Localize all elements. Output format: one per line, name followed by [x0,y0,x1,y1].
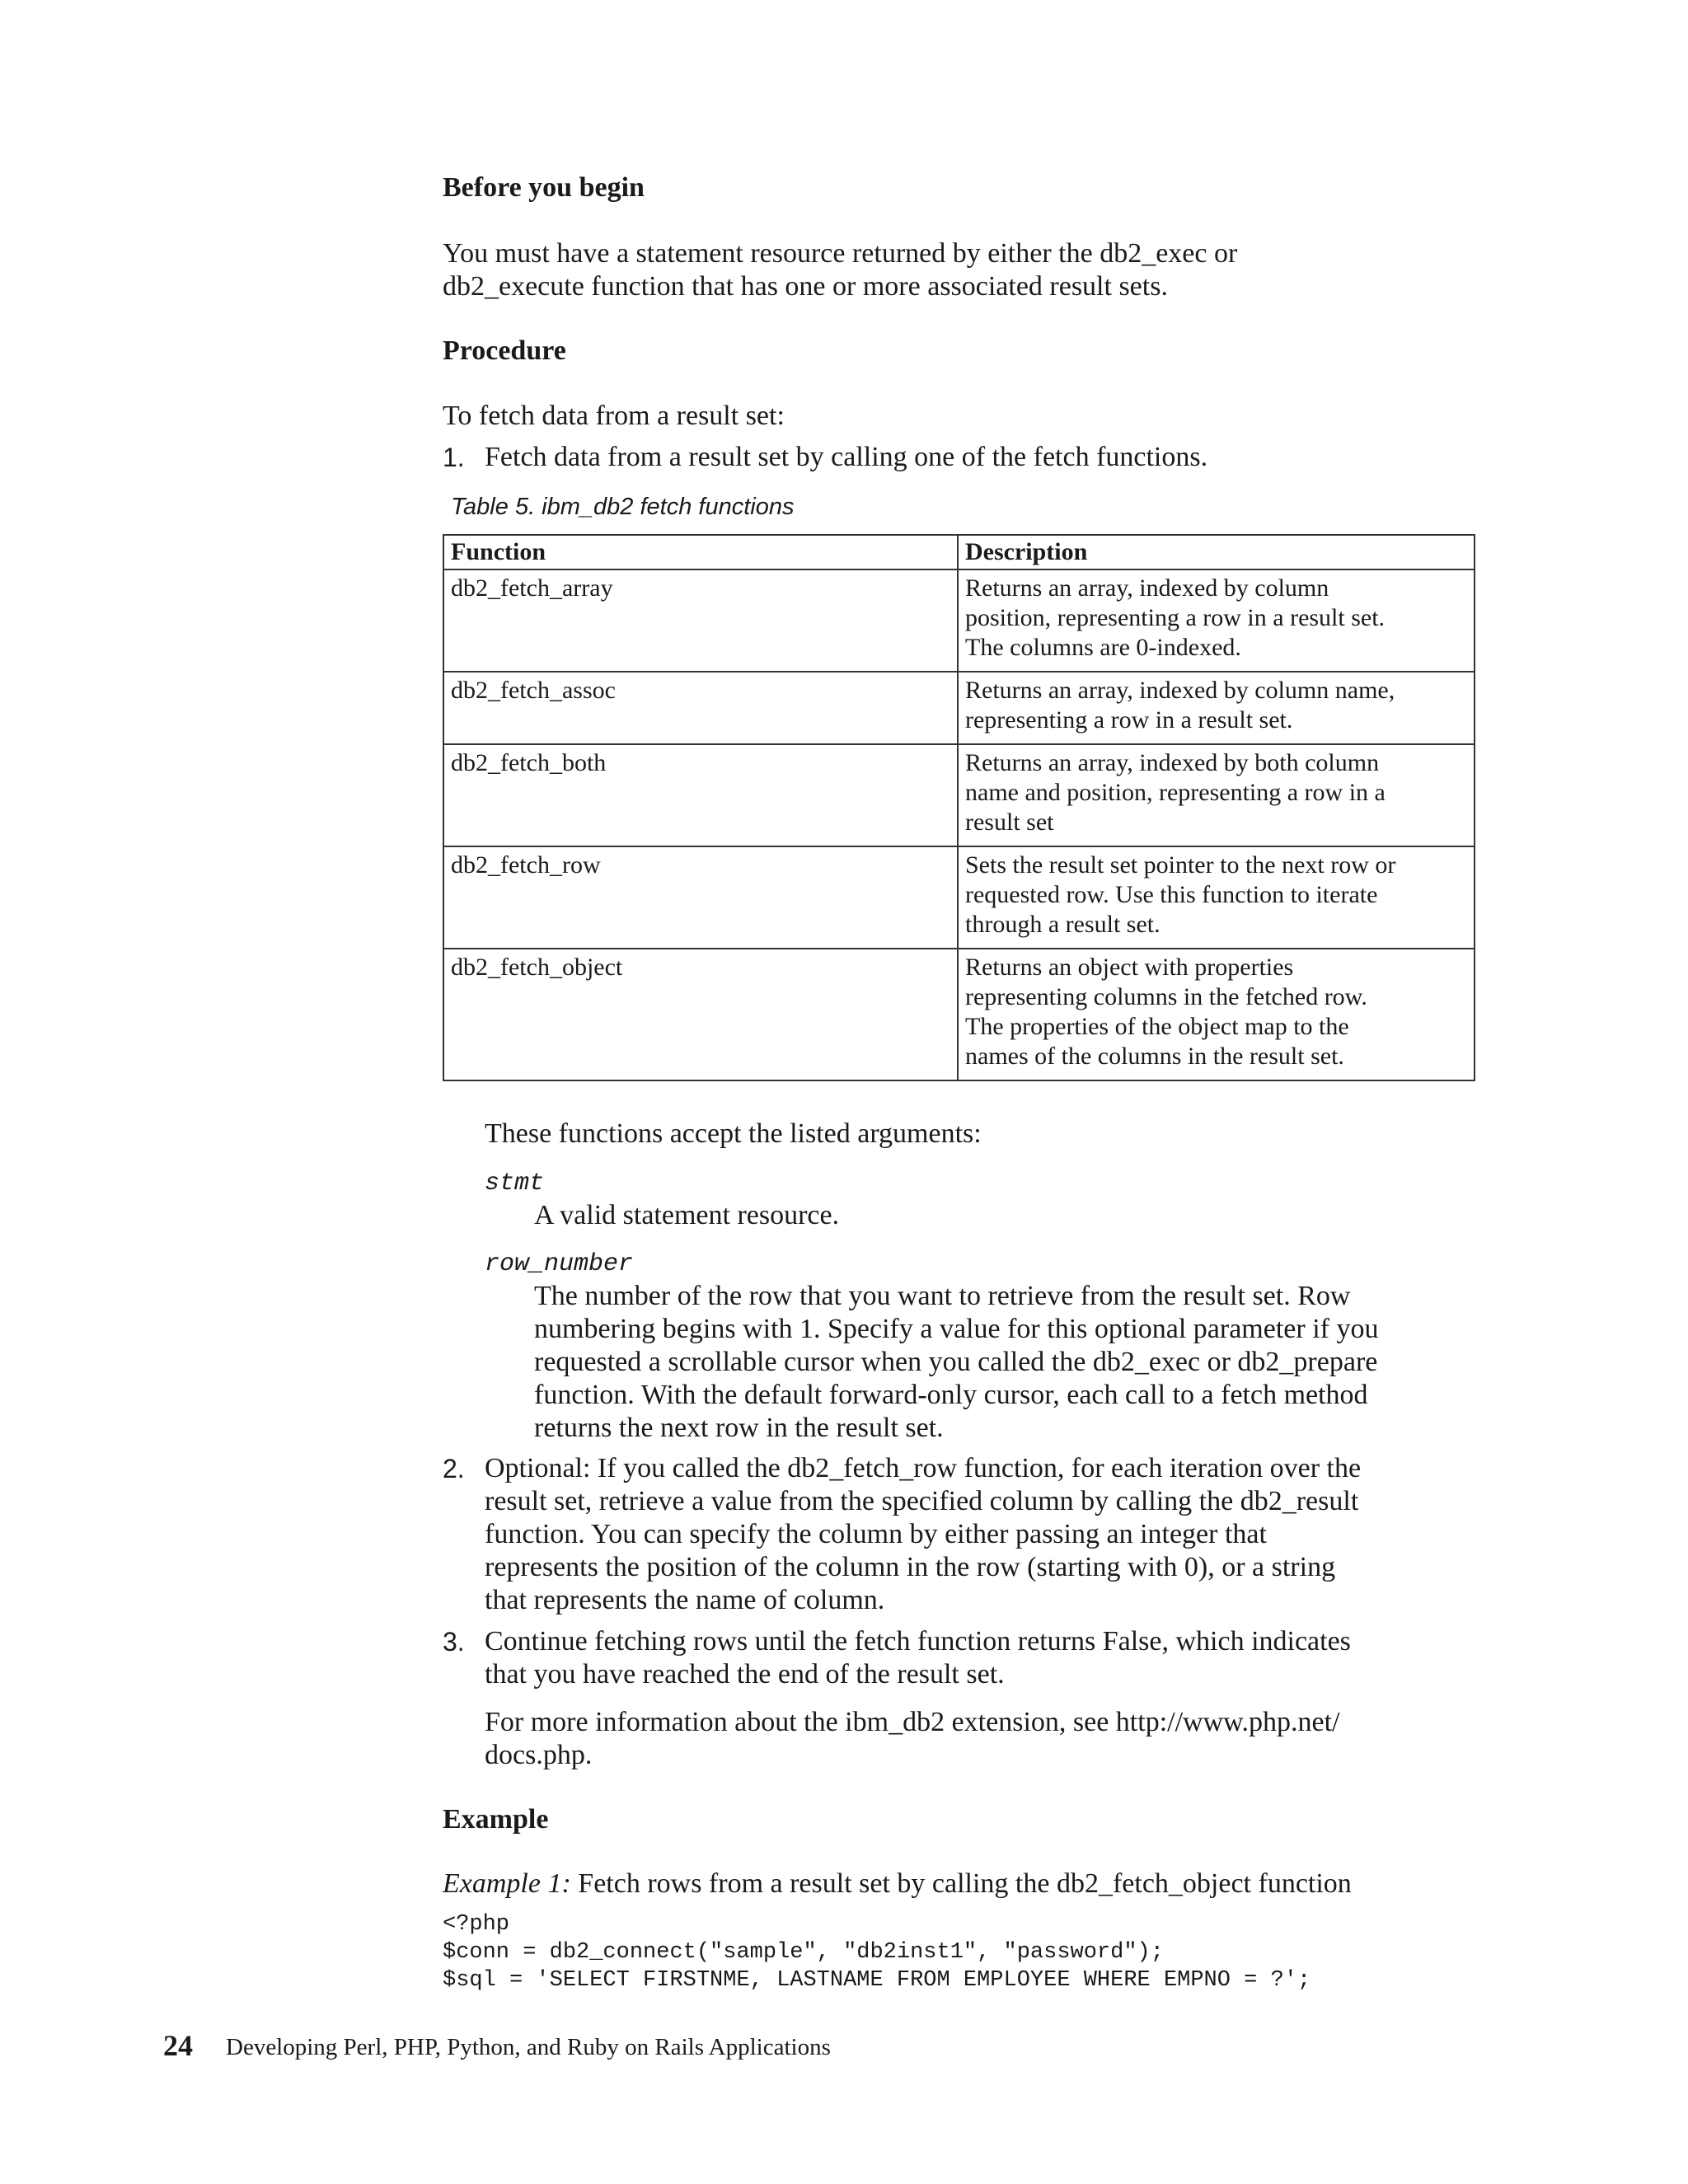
description-line: names of the columns in the result set. [965,1043,1344,1070]
arg-def-row-number-line: requested a scrollable cursor when you called the db2_exec or db2_prepare [534,1347,1378,1377]
table-header-function: Function [443,535,958,569]
table-row [443,949,1475,1080]
more-info-line: docs.php. [485,1740,593,1770]
description-line: Returns an array, indexed by both column [965,749,1380,776]
description-line: representing a row in a result set. [965,706,1293,733]
table-cell-description [958,672,1475,744]
step-1-number: 1. [443,443,465,472]
page-number: 24 [163,2029,193,2062]
table-cell-description [958,949,1475,1080]
example-heading: Example [443,1804,549,1835]
example-label: Example 1: [443,1868,571,1899]
before-you-begin-line-2: db2_execute function that has one or more associated result sets. [443,271,1168,302]
table-cell-function: db2_fetch_both [443,744,958,846]
before-you-begin-heading: Before you begin [443,172,645,203]
example-description: Fetch rows from a result set by calling the db2_fetch_object function [570,1868,1352,1899]
table-header-description: Description [958,535,1475,569]
example-caption [443,1868,1352,1900]
description-line: The properties of the object map to the [965,1013,1349,1040]
fetch-functions-table [443,534,1475,1081]
description-line: requested row. Use this function to iterate [965,881,1378,908]
code-line: $conn = db2_connect("sample", "db2inst1", "password"); [443,1940,1164,1965]
arguments-intro: These functions accept the listed arguments: [485,1118,982,1149]
step-2-number: 2. [443,1454,465,1483]
table-cell-function: db2_fetch_array [443,569,958,672]
step-2-line: result set, retrieve a value from the specified column by calling the db2_result [485,1486,1359,1516]
table-cell-function: db2_fetch_assoc [443,672,958,744]
table-caption: Table 5. ibm_db2 fetch functions [451,494,795,520]
table-row [443,744,1475,846]
description-line: The columns are 0-indexed. [965,634,1241,661]
description-line: Returns an array, indexed by column name, [965,677,1395,704]
step-3-line: that you have reached the end of the result set. [485,1659,1005,1690]
book-title: Developing Perl, PHP, Python, and Ruby on Rails Applications [226,2034,831,2060]
description-line: Returns an object with properties [965,954,1294,981]
description-line: through a result set. [965,911,1160,938]
arg-term-stmt: stmt [485,1169,545,1197]
step-3-number: 3. [443,1627,465,1657]
description-line: representing columns in the fetched row. [965,983,1367,1010]
more-info-line: For more information about the ibm_db2 extension, see http://www.php.net/ [485,1707,1340,1737]
table-row [443,672,1475,744]
arg-def-stmt: A valid statement resource. [534,1200,840,1230]
table-row [443,569,1475,672]
step-3-line: Continue fetching rows until the fetch function returns False, which indicates [485,1626,1351,1657]
code-line: <?php [443,1912,510,1937]
step-2-line: represents the position of the column in the row (starting with 0), or a string [485,1552,1336,1582]
arg-term-row-number: row_number [485,1250,634,1278]
description-line: Returns an array, indexed by column [965,574,1329,602]
step-2-line: that represents the name of column. [485,1585,885,1615]
description-line: name and position, representing a row in a [965,779,1386,806]
step-1-text: Fetch data from a result set by calling one of the fetch functions. [485,442,1208,472]
description-line: position, representing a row in a result set. [965,604,1386,631]
table-row [443,846,1475,949]
description-line: result set [965,808,1054,836]
arg-def-row-number-line: returns the next row in the result set. [534,1413,944,1443]
table-cell-description [958,569,1475,672]
procedure-heading: Procedure [443,335,566,366]
before-you-begin-line-1: You must have a statement resource returned by either the db2_exec or [443,238,1238,269]
table-cell-description [958,744,1475,846]
table-header-row [443,535,1475,569]
code-line: $sql = 'SELECT FIRSTNME, LASTNAME FROM EMPLOYEE WHERE EMPNO = ?'; [443,1968,1311,1993]
table-cell-function: db2_fetch_row [443,846,958,949]
procedure-intro: To fetch data from a result set: [443,401,785,431]
table-cell-function: db2_fetch_object [443,949,958,1080]
arg-def-row-number-line: The number of the row that you want to retrieve from the result set. Row [534,1281,1351,1311]
description-line: Sets the result set pointer to the next row or [965,851,1396,879]
table-cell-description [958,846,1475,949]
arg-def-row-number-line: function. With the default forward-only cursor, each call to a fetch method [534,1380,1368,1410]
arg-def-row-number-line: numbering begins with 1. Specify a value for this optional parameter if you [534,1314,1379,1344]
step-2-line: function. You can specify the column by either passing an integer that [485,1519,1267,1549]
step-2-line: Optional: If you called the db2_fetch_row function, for each iteration over the [485,1453,1362,1483]
